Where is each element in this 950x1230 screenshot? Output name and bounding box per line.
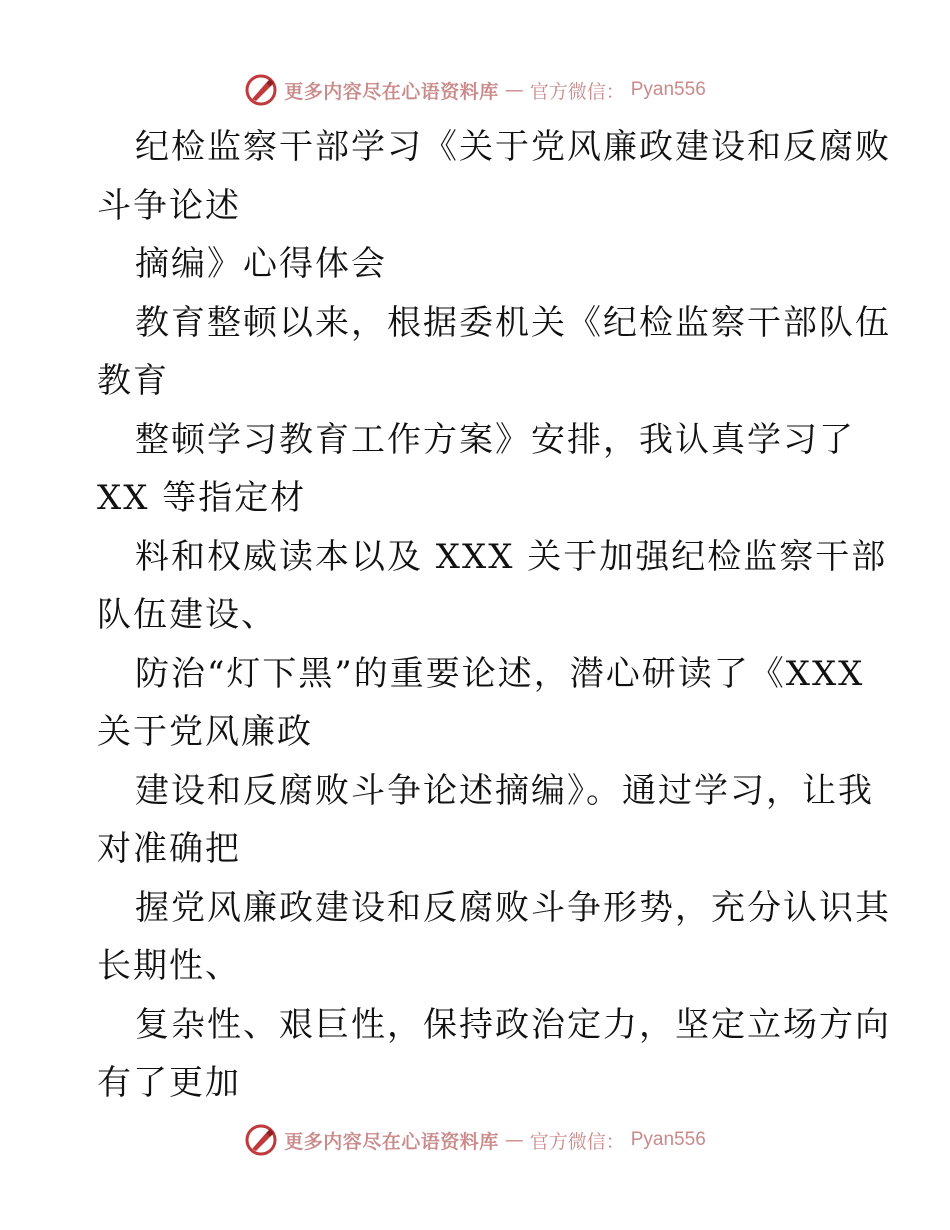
footer-wechat-label: 官方微信： bbox=[529, 1130, 625, 1153]
text-line: 握党风廉政建设和反腐败斗争形势，充分认识其 bbox=[135, 887, 891, 928]
text-line: 教育整顿以来，根据委机关《纪检监察干部队伍 bbox=[135, 302, 891, 343]
text-line: 斗争论述 bbox=[97, 185, 241, 226]
text-line: XX 等指定材 bbox=[97, 478, 307, 518]
text-line: 长期性、 bbox=[97, 946, 241, 986]
document-body bbox=[97, 118, 891, 1113]
pen-logo-icon bbox=[244, 1123, 278, 1157]
text-line: 教育 bbox=[97, 361, 169, 401]
banner-brand-text: 更多内容尽在心语资料库 bbox=[284, 80, 499, 103]
text-line: 队伍建设、 bbox=[97, 595, 277, 635]
footer-dash: — bbox=[504, 1129, 524, 1151]
footer-brand-text: 更多内容尽在心语资料库 bbox=[284, 1130, 499, 1153]
footer-wechat-id: Pyan556 bbox=[630, 1129, 706, 1150]
banner-dash: — bbox=[504, 79, 524, 101]
banner-wechat-id: Pyan556 bbox=[630, 79, 706, 100]
text-line: 关于党风廉政 bbox=[97, 712, 313, 752]
pen-logo-icon bbox=[244, 73, 278, 107]
text-line: 有了更加 bbox=[97, 1063, 241, 1103]
banner-wechat-label: 官方微信： bbox=[529, 80, 625, 103]
text-line: 整顿学习教育工作方案》安排，我认真学习了 bbox=[135, 419, 855, 460]
text-line: 建设和反腐败斗争论述摘编》。通过学习，让我 bbox=[135, 770, 874, 811]
text-line: 对准确把 bbox=[97, 829, 241, 869]
text-line: 复杂性、艰巨性，保持政治定力，坚定立场方向 bbox=[135, 1004, 891, 1045]
footer-banner bbox=[0, 1120, 950, 1160]
text-line: 料和权威读本以及 XXX 关于加强纪检监察干部 bbox=[135, 536, 888, 577]
text-line: 纪检监察干部学习《关于党风廉政建设和反腐败 bbox=[135, 127, 891, 167]
header-banner bbox=[0, 70, 950, 110]
text-line: 防治“灯下黑”的重要论述，潜心研读了《XXX bbox=[135, 653, 865, 694]
text-line: 摘编》心得体会 bbox=[135, 244, 387, 284]
